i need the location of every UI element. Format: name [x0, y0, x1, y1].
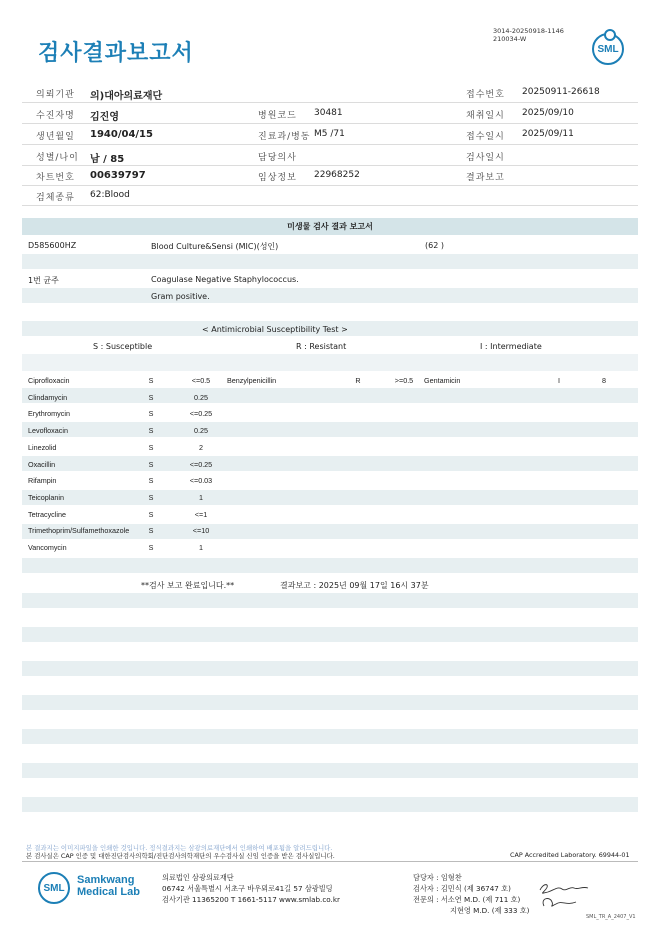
organism-name: Coagulase Negative Staphylococcus. — [151, 275, 299, 284]
band — [22, 288, 638, 303]
ast-mic-cell: <=1 — [194, 510, 208, 519]
ast-result-cell: S — [148, 443, 154, 452]
test-name: Blood Culture&Sensi (MIC)(성인) — [151, 242, 279, 251]
ast-mic-cell: 8 — [602, 376, 606, 385]
divider — [22, 861, 638, 862]
band — [22, 661, 638, 676]
sml-logo: SML — [592, 33, 624, 65]
page-title: 검사결과보고서 — [38, 41, 194, 66]
footer-note-print: 본 결과지는 이미지파일을 인쇄한 것입니다. 정식결과지는 삼광의료재단에서 인쇄하여 배포됨을 알려드립니다. — [26, 844, 333, 852]
ast-drug-cell: Erythromycin — [28, 409, 70, 418]
band — [22, 763, 638, 778]
info-label: 수진자명 — [36, 111, 75, 121]
ast-mic-cell: 0.25 — [194, 393, 208, 402]
legend-intermediate: I : Intermediate — [480, 342, 542, 351]
band — [22, 558, 638, 573]
info-row — [22, 185, 638, 206]
info-value: 2025/09/10 — [522, 108, 574, 118]
ast-drug-cell: Oxacillin — [28, 460, 56, 469]
sml-footer-logo: SML — [38, 872, 70, 904]
info-label: 검체종류 — [36, 193, 75, 203]
ast-drug-cell: Benzylpenicillin — [227, 376, 277, 385]
info-value: 00639797 — [90, 170, 146, 181]
band — [22, 490, 638, 505]
band — [22, 388, 638, 403]
ast-result-cell: S — [148, 510, 154, 519]
ast-result-cell: S — [148, 526, 154, 535]
organism-gram: Gram positive. — [151, 292, 210, 301]
band — [22, 797, 638, 812]
ast-result-cell: S — [148, 460, 154, 469]
ast-mic-cell: <=10 — [192, 526, 210, 535]
info-label: 성별/나이 — [36, 153, 79, 163]
ast-mic-cell: 1 — [199, 493, 203, 502]
ast-drug-cell: Gentamicin — [424, 376, 461, 385]
info-label: 병원코드 — [258, 111, 297, 121]
form-version: SML_TR_A_2407_V1 — [586, 914, 636, 920]
info-row — [22, 103, 638, 124]
band — [22, 354, 638, 371]
footer-brand: Samkwang Medical Lab — [77, 874, 140, 898]
band — [22, 422, 638, 437]
ast-result-cell: S — [148, 409, 154, 418]
cap-accreditation: CAP Accredited Laboratory. 69944-01 — [510, 851, 630, 859]
footer-address-block: 의료법인 삼광의료재단 06742 서울특별시 서초구 바우뫼로41길 57 삼광빌딩 검사기관 11365200 T 1661-5117 www.smlab.co.kr — [162, 873, 340, 904]
ast-result-cell: S — [148, 376, 154, 385]
document-id: 3014-20250918-1146 210034-W — [493, 27, 564, 43]
info-label: 접수일시 — [466, 132, 505, 142]
info-value: 1940/04/15 — [90, 129, 153, 140]
ast-mic-cell: <=0.25 — [189, 460, 213, 469]
ast-drug-cell: Ciprofloxacin — [28, 376, 70, 385]
signature-image — [536, 880, 596, 910]
info-label: 담당의사 — [258, 153, 297, 163]
ast-drug-cell: Tetracycline — [28, 510, 66, 519]
test-number: (62 ) — [425, 241, 444, 250]
ast-title: < Antimicrobial Susceptibility Test > — [202, 325, 348, 334]
band — [22, 254, 638, 269]
completion-message: **검사 보고 완료입니다.** — [141, 581, 235, 590]
ast-mic-cell: >=0.5 — [394, 376, 414, 385]
ast-drug-cell: Vancomycin — [28, 543, 67, 552]
ast-result-cell: R — [355, 376, 361, 385]
info-label: 임상정보 — [258, 173, 297, 183]
info-value: 의)대아의료재단 — [90, 91, 163, 102]
ast-drug-cell: Clindamycin — [28, 393, 68, 402]
test-code: D585600HZ — [28, 241, 77, 250]
info-label: 검사일시 — [466, 153, 505, 163]
info-row — [22, 145, 638, 166]
ast-result-cell: I — [558, 376, 560, 385]
info-label: 접수번호 — [466, 90, 505, 100]
ast-mic-cell: <=0.25 — [189, 409, 213, 418]
ast-drug-cell: Trimethoprim/Sulfamethoxazole — [28, 526, 130, 535]
info-label: 차트번호 — [36, 173, 75, 183]
info-value: 22968252 — [314, 170, 360, 180]
ast-drug-cell: Levofloxacin — [28, 426, 68, 435]
ast-drug-cell: Teicoplanin — [28, 493, 64, 502]
info-label: 의뢰기관 — [36, 90, 75, 100]
info-label: 생년월일 — [36, 132, 75, 142]
info-row — [22, 124, 638, 145]
footer-note-cap: 본 검사실은 CAP 인증 및 대한진단검사의학회/진단검사의학재단의 우수검사실 신임 인증을 받은 검사실입니다. — [26, 852, 335, 860]
info-row — [22, 82, 638, 103]
ast-mic-cell: <=0.5 — [191, 376, 211, 385]
info-value: 20250911-26618 — [522, 87, 600, 97]
info-value: 김진영 — [90, 112, 119, 123]
ast-mic-cell: 1 — [199, 543, 203, 552]
info-value: 2025/09/11 — [522, 129, 574, 139]
ast-result-cell: S — [148, 493, 154, 502]
info-row — [22, 165, 638, 186]
ast-result-cell: S — [148, 393, 154, 402]
band — [22, 695, 638, 710]
band — [22, 456, 638, 471]
ast-drug-cell: Rifampin — [28, 476, 57, 485]
ast-mic-cell: <=0.03 — [189, 476, 213, 485]
micro-section-title: 미생물 검사 결과 보고서 — [22, 218, 638, 235]
organism-label: 1번 균주 — [28, 276, 59, 285]
ast-drug-cell: Linezolid — [28, 443, 57, 452]
info-value: 남 / 85 — [90, 154, 125, 165]
info-value: M5 /71 — [314, 129, 345, 139]
info-value: 30481 — [314, 108, 343, 118]
info-value: 62:Blood — [90, 190, 130, 200]
footer-staff: 담당자 : 임형찬 검사자 : 김민식 (제 36747 호) 전문의 : 서소연 M.D. (제 711 호) 지현영 M.D. (제 333 호) — [413, 873, 530, 915]
info-label: 채취일시 — [466, 111, 505, 121]
report-time: 결과보고 : 2025년 09월 17일 16시 37분 — [280, 581, 429, 590]
legend-susceptible: S : Susceptible — [93, 342, 153, 351]
ast-result-cell: S — [148, 426, 154, 435]
ast-mic-cell: 2 — [199, 443, 203, 452]
info-label: 진료과/병동 — [258, 132, 311, 142]
info-label: 결과보고 — [466, 173, 505, 183]
ast-mic-cell: 0.25 — [194, 426, 208, 435]
band — [22, 729, 638, 744]
ast-result-cell: S — [148, 543, 154, 552]
legend-resistant: R : Resistant — [296, 342, 347, 351]
band — [22, 627, 638, 642]
band — [22, 593, 638, 608]
ast-result-cell: S — [148, 476, 154, 485]
